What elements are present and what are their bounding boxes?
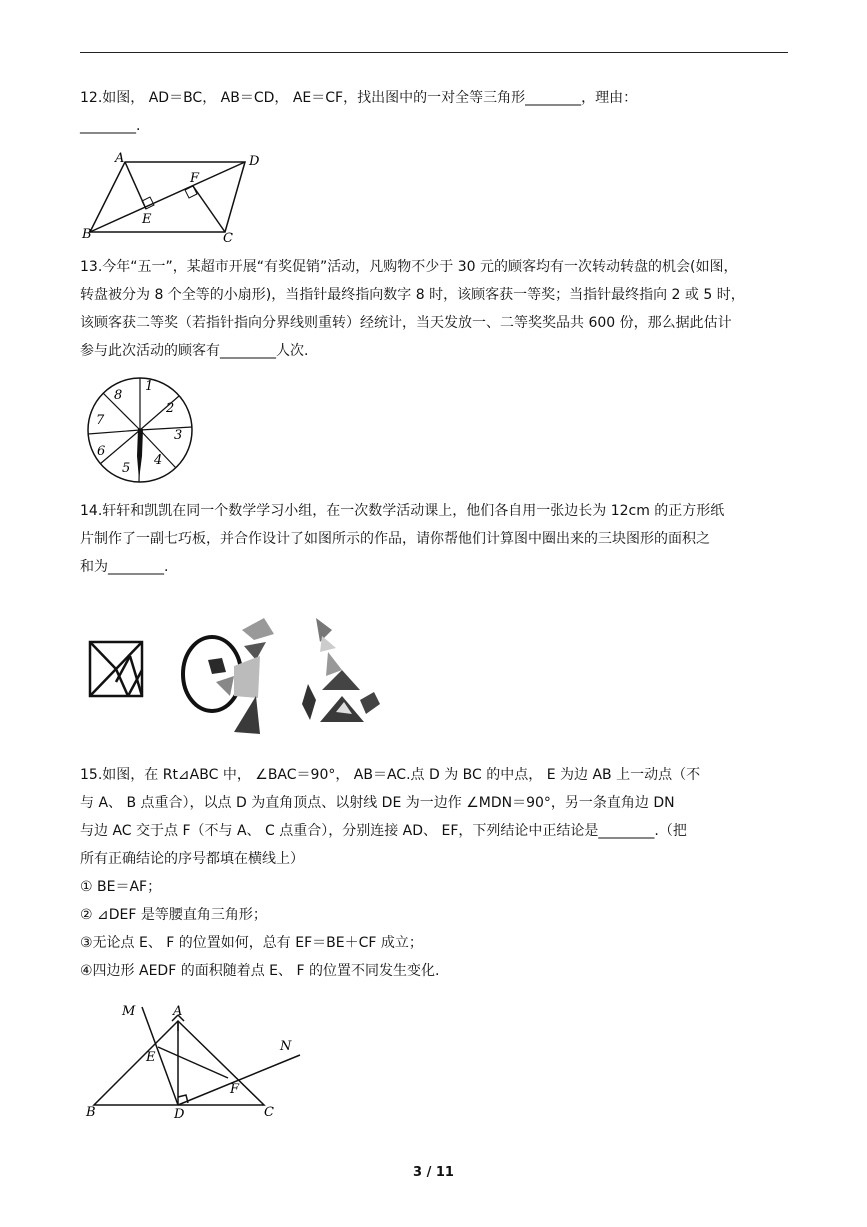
q13-wheel-number-7: 7 xyxy=(96,413,105,428)
q13-wheel-number-8: 8 xyxy=(114,388,123,403)
q12-label-A: A xyxy=(115,151,125,166)
q15-triangle-figure xyxy=(80,995,310,1120)
q15-label-B: B xyxy=(86,1105,96,1120)
q13-wheel-number-4: 4 xyxy=(154,453,163,468)
q15-label-E: E xyxy=(146,1050,156,1065)
q13-wheel-number-6: 6 xyxy=(97,444,106,459)
q13-wheel-number-1: 1 xyxy=(145,379,154,394)
q15-label-A: A xyxy=(173,1004,183,1019)
q15-label-F: F xyxy=(230,1082,240,1097)
q15-line2: 与 A、 B 点重合），以点 D 为直角顶点、以射线 DE 为一边作 ∠MDN＝90°，另一条直角边 DN xyxy=(80,795,675,811)
q13-line3: 该顾客获二等奖（若指针指向分界线则重转）经统计，当天发放一、二等奖奖品共 600 份，那么据此估计 xyxy=(80,315,732,331)
q12-label-B: B xyxy=(82,227,92,242)
q13-line4: 参与此次活动的顾客有________人次. xyxy=(80,343,309,359)
page-number: 3 / 11 xyxy=(413,1165,454,1180)
q13-line2: 转盘被分为 8 个全等的小扇形)，当指针最终指向数字 8 时，该顾客获一等奖；当指针最终指向 2 或 5 时， xyxy=(80,287,745,303)
q13-wheel-number-3: 3 xyxy=(174,428,183,443)
q15-item4: ④四边形 AEDF 的面积随着点 E、 F 的位置不同发生变化. xyxy=(80,963,440,979)
q12-parallelogram-figure xyxy=(80,150,280,245)
q15-label-N: N xyxy=(280,1039,292,1054)
q12-line1: 12.如图， AD＝BC， AB＝CD， AE＝CF，找出图中的一对全等三角形________，理由： xyxy=(80,90,638,106)
q13-wheel-number-2: 2 xyxy=(166,401,175,416)
q14-line3: 和为________. xyxy=(80,559,169,575)
q13-line1: 13.今年“五一”，某超市开展“有奖促销”活动，凡购物不少于 30 元的顾客均有一次转动转盘的机会(如图， xyxy=(80,259,738,275)
q15-label-D: D xyxy=(174,1107,185,1120)
q13-spinner-wheel xyxy=(82,372,198,488)
q12-label-E: E xyxy=(142,212,152,227)
q15-item3: ③无论点 E、 F 的位置如何，总有 EF＝BE＋CF 成立； xyxy=(80,935,423,951)
q12-line2: ________. xyxy=(80,118,141,134)
q12-label-F: F xyxy=(190,171,200,186)
q12-label-C: C xyxy=(223,231,233,245)
header-rule xyxy=(80,52,788,53)
q15-item2: ② ⊿DEF 是等腰直角三角形； xyxy=(80,907,267,923)
q15-line1: 15.如图，在 Rt⊿ABC 中， ∠BAC＝90°， AB＝AC.点 D 为 BC 的中点， E 为边 AB 上一动点（不 xyxy=(80,767,701,783)
q15-label-C: C xyxy=(264,1105,274,1120)
q13-wheel-number-5: 5 xyxy=(122,461,131,476)
q15-label-M: M xyxy=(122,1004,136,1019)
q15-line3: 与边 AC 交于点 F（不与 A、 C 点重合），分别连接 AD、 EF，下列结论中正结论是________.（把 xyxy=(80,823,687,839)
q14-line1: 14.轩轩和凯凯在同一个数学学习小组，在一次数学活动课上，他们各自用一张边长为 12cm 的正方形纸 xyxy=(80,503,725,519)
q14-line2: 片制作了一副七巧板，并合作设计了如图所示的作品，请你帮他们计算图中圈出来的三块图形的面积之 xyxy=(80,531,710,547)
q12-label-D: D xyxy=(249,154,260,169)
q14-tangram-figure xyxy=(84,612,384,742)
q15-line4: 所有正确结论的序号都填在横线上） xyxy=(80,851,304,867)
q15-item1: ① BE＝AF； xyxy=(80,879,162,895)
